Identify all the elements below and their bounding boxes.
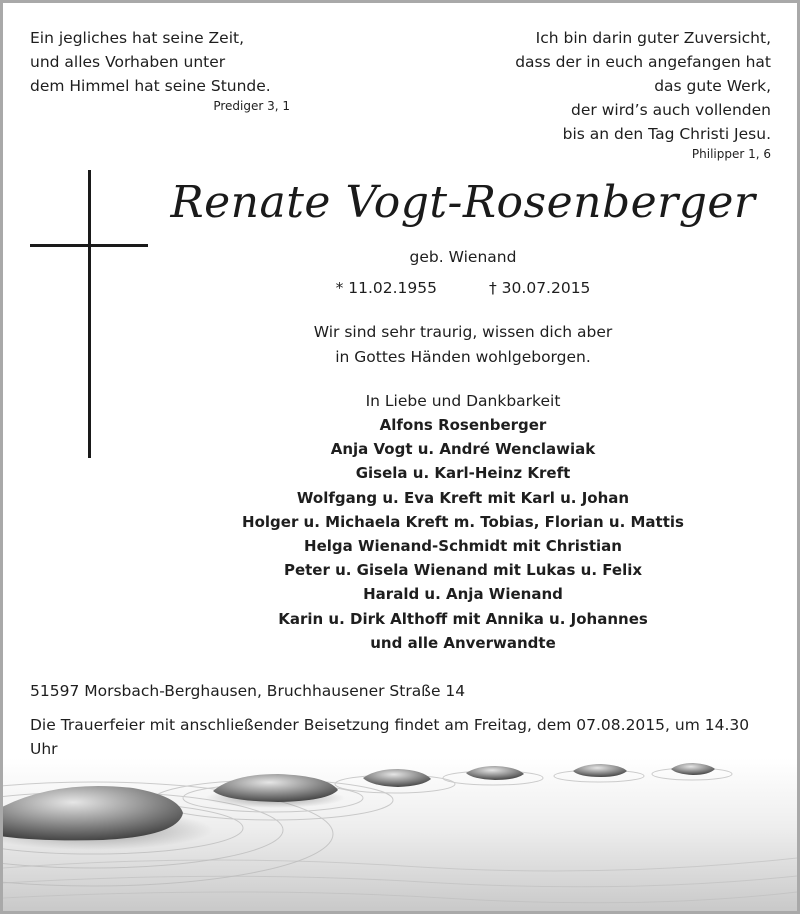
life-dates [153, 278, 773, 298]
verse-line: und alles Vorhaben unter [30, 53, 226, 71]
mourner-line: Peter u. Gisela Wienand mit Lukas u. Felix [283, 561, 643, 580]
service-line: Die Trauerfeier mit anschließender Beisetzung findet am Freitag, dem 07.08.2015, um 14.30 Uhr [30, 716, 750, 758]
mourner-line: Harald u. Anja Wienand [363, 585, 563, 604]
mourners-block [153, 389, 773, 655]
stepping-stones-image [3, 758, 797, 911]
mourners-intro: In Liebe und Dankbarkeit [365, 392, 561, 410]
mourner-line: Anja Vogt u. André Wenclawiak [330, 440, 596, 459]
message-line: in Gottes Händen wohlgeborgen. [335, 348, 591, 366]
verse-line: dem Himmel hat seine Stunde. [30, 77, 271, 95]
verse-line: Ein jegliches hat seine Zeit, [30, 29, 245, 47]
mourner-line: Gisela u. Karl-Heinz Kreft [355, 464, 571, 483]
mourner-line: Alfons Rosenberger [379, 416, 547, 434]
born-name: geb. Wienand [409, 248, 517, 266]
mourner-line: und alle Anverwandte [370, 633, 556, 652]
verse-left [30, 26, 290, 114]
verse-line: der wird’s auch vollenden [571, 101, 771, 119]
mourner-line: Holger u. Michaela Kreft m. Tobias, Florian u. Mattis [242, 512, 684, 531]
verse-reference: Philipper 1, 6 [691, 147, 771, 161]
birth-date: * 11.02.1955 [335, 279, 437, 297]
message-line: Wir sind sehr traurig, wissen dich aber [313, 323, 613, 341]
verse-line: Ich bin darin guter Zuversicht, [535, 29, 771, 47]
verse-right [431, 26, 771, 162]
verse-reference: Prediger 3, 1 [213, 99, 290, 113]
mourner-line: Wolfgang u. Eva Kreft mit Karl u. Johan [296, 488, 630, 507]
verse-line: das gute Werk, [654, 77, 771, 95]
deceased-name: Renate Vogt-Rosenberger [170, 177, 756, 228]
mourner-line: Karin u. Dirk Althoff mit Annika u. Johannes [278, 609, 648, 628]
death-date: † 30.07.2015 [489, 279, 591, 297]
verse-line: bis an den Tag Christi Jesu. [562, 125, 771, 143]
mourner-line: Helga Wienand-Schmidt mit Christian [304, 537, 622, 556]
verse-line: dass der in euch angefangen hat [515, 53, 771, 71]
cross-icon [30, 170, 148, 458]
condolence-message [153, 320, 773, 370]
mourning-address: 51597 Morsbach-Berghausen, Bruchhausener Straße 14 [30, 682, 466, 700]
